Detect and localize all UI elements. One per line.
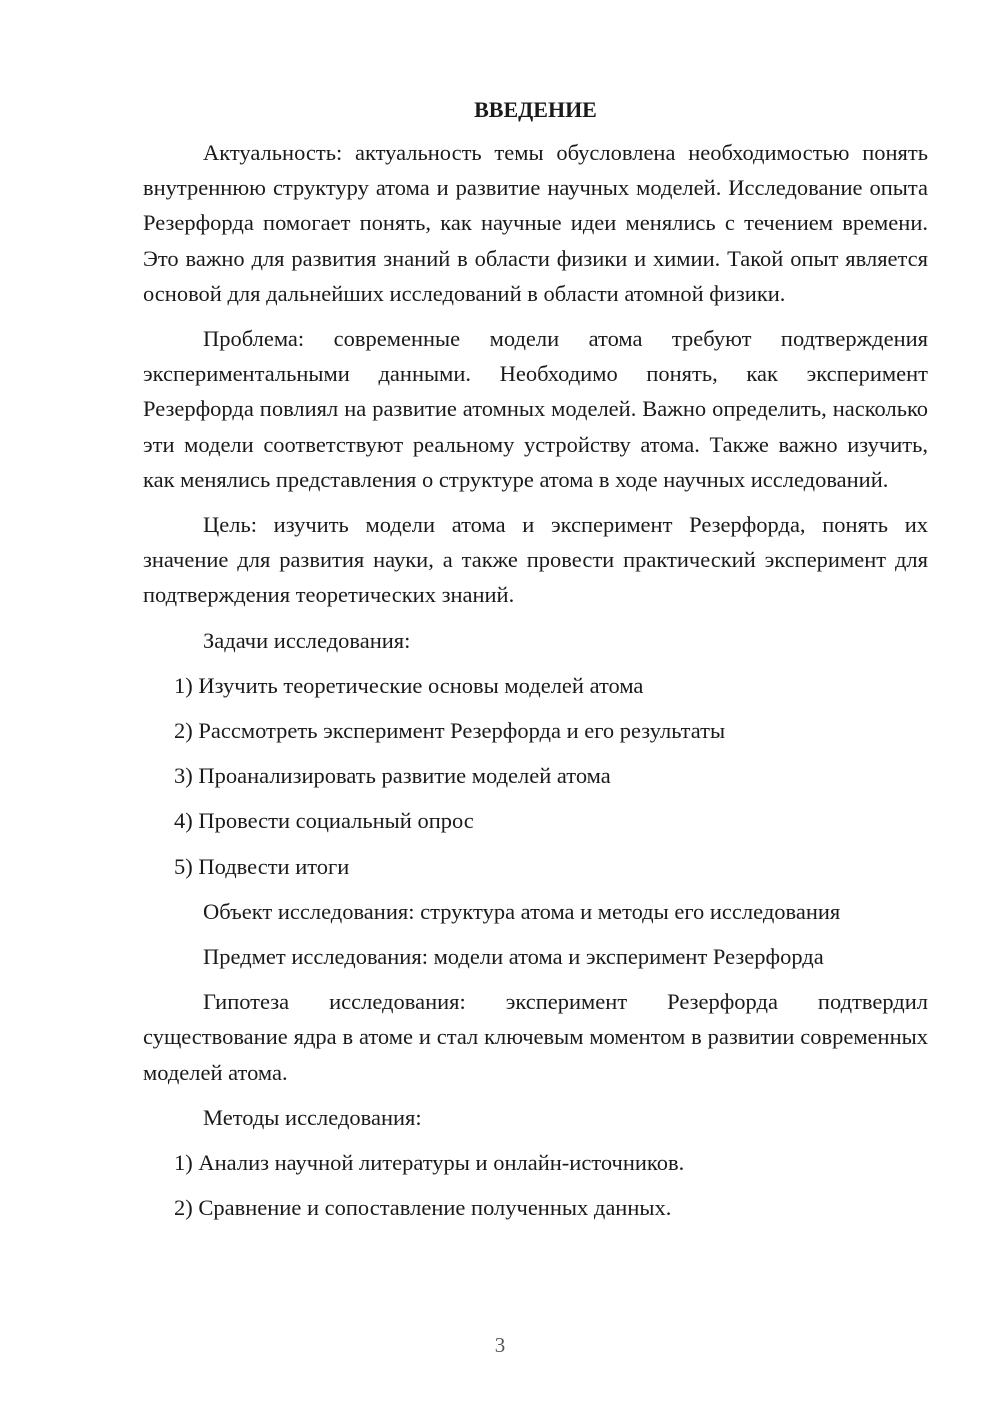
methods-heading: Методы исследования: [203,1104,422,1130]
method-item-2: 2) Сравнение и сопоставление полученных данных. [174,1195,672,1221]
page-number: 3 [494,1333,506,1357]
hypothesis-paragraph: Гипотеза исследования: эксперимент Резерфорда подтвердил существование ядра в атоме и стал ключевым моментом в развитии современных моделей атома. [143,989,928,1085]
research-subject: Предмет исследования: модели атома и эксперимент Резерфорда [203,944,824,970]
relevance-paragraph: Актуальность: актуальность темы обусловлена необходимостью понять внутреннюю структуру атома и развитие научных моделей. Исследование опыта Резерфорда помогает понять, как научные идеи менялись с течением времени. Это важно для развития знаний в области физики и химии. Такой опыт является основой для дальнейших исследований в области атомной физики. [143,140,928,306]
method-item-1: 1) Анализ научной литературы и онлайн-источников. [174,1150,685,1176]
task-item-4: 4) Провести социальный опрос [174,808,474,834]
document-page [143,96,928,1235]
section-title: ВВЕДЕНИЕ [474,97,597,122]
problem-paragraph: Проблема: современные модели атома требуют подтверждения экспериментальными данными. Необходимо понять, как эксперимент Резерфорда повлиял на развитие атомных моделей. Важно определить, насколько эти модели соответствуют реальному устройству атома. Также важно изучить, как менялись представления о структуре атома в ходе научных исследований. [143,326,928,492]
task-item-5: 5) Подвести итоги [174,853,350,879]
goal-paragraph: Цель: изучить модели атома и эксперимент Резерфорда, понять их значение для развития науки, а также провести практический эксперимент для подтверждения теоретических знаний. [143,512,928,608]
task-item-3: 3) Проанализировать развитие моделей атома [174,763,611,789]
task-item-1: 1) Изучить теоретические основы моделей атома [174,672,644,698]
research-object: Объект исследования: структура атома и методы его исследования [203,898,841,924]
task-item-2: 2) Рассмотреть эксперимент Резерфорда и его результаты [174,718,726,744]
tasks-heading: Задачи исследования: [203,627,411,653]
